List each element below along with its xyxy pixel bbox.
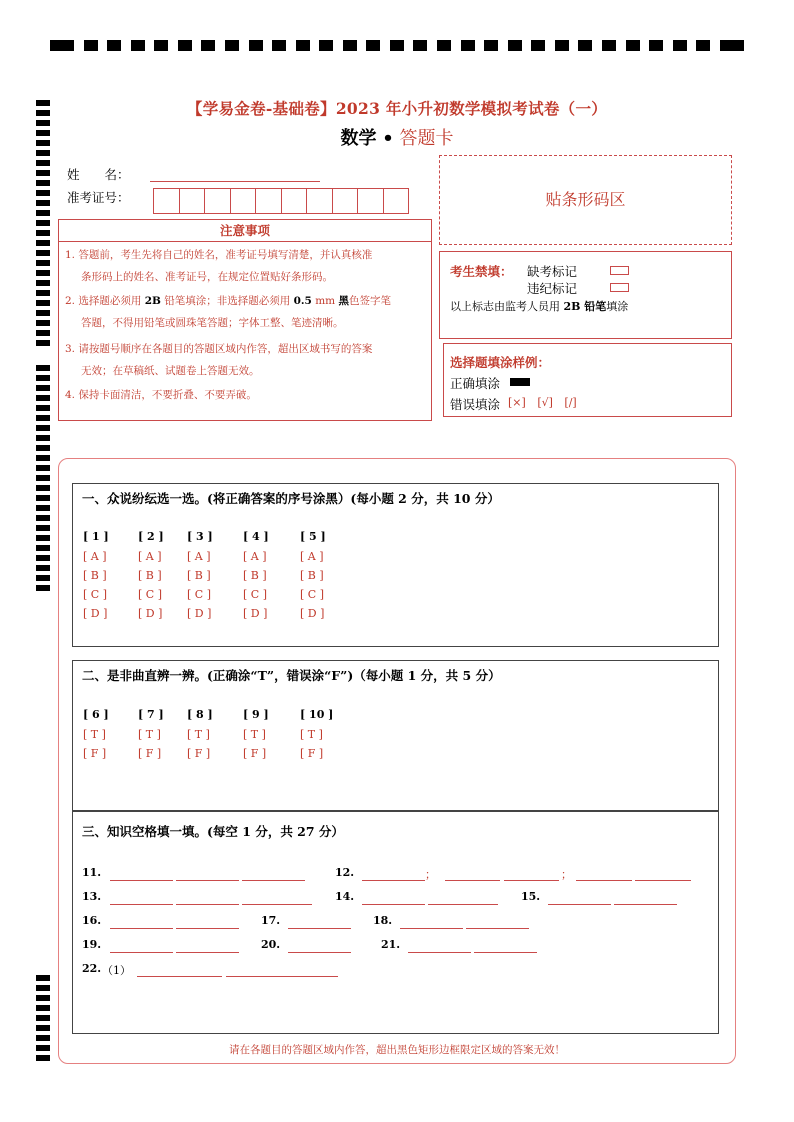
tf-bubble[interactable]: [ F ] (187, 747, 211, 760)
choice-bubble[interactable]: [ B ] (300, 569, 324, 582)
section-1-choices (83, 530, 383, 640)
id-digit-box[interactable] (384, 189, 409, 213)
note-item-2: 2. 选择题必须用 2B 铅笔填涂；非选择题必须用 0.5 mm 黑色签字笔 答题，不得用铅笔或圆珠笔答题；字体工整、笔迹清晰。 (65, 295, 391, 329)
q17-label: 17. (261, 914, 281, 927)
id-digit-box[interactable] (256, 189, 282, 213)
note-item-1: 1. 答题前，考生先将自己的姓名，准考证号填写清楚，并认真核准 条形码上的姓名、准考证号，在规定位置贴好条形码。 (65, 249, 373, 283)
answer-blank[interactable] (400, 916, 463, 929)
exam-id-boxes[interactable] (153, 188, 409, 214)
answer-blank[interactable] (226, 964, 338, 977)
choice-bubble[interactable]: [ A ] (138, 550, 162, 563)
subject-label: 数学 (340, 128, 377, 149)
answer-blank[interactable] (176, 868, 239, 881)
fill-sample-box (443, 343, 732, 417)
question-col-1: [ 1 ] [ A ] [ B ] [ C ] [ D ] (83, 530, 109, 620)
id-digit-box[interactable] (205, 189, 231, 213)
question-col-6: [ 6 ] [ T ] [ F ] (83, 708, 109, 760)
section-2-choices (83, 708, 383, 778)
wrong-fill-label: 错误填涂 (450, 397, 501, 412)
wrong-fill-marks: [×] [√] [/] (508, 396, 577, 409)
forbid-label: 考生禁填： (450, 264, 513, 279)
choice-bubble[interactable]: [ B ] (243, 569, 267, 582)
barcode-area: 贴条形码区 (439, 155, 732, 245)
absent-mark-box[interactable] (610, 266, 629, 275)
choice-bubble[interactable]: [ D ] (187, 607, 212, 620)
q22-label: 22. (82, 962, 102, 975)
choice-bubble[interactable]: [ C ] (187, 588, 211, 601)
absent-mark-label: 缺考标记 (527, 264, 578, 279)
choice-bubble[interactable]: [ D ] (83, 607, 108, 620)
sample-label: 选择题填涂样例： (450, 355, 551, 370)
answer-blank[interactable] (614, 892, 677, 905)
choice-bubble[interactable]: [ D ] (138, 607, 163, 620)
tf-bubble[interactable]: [ T ] (138, 728, 161, 741)
answer-blank[interactable] (176, 940, 239, 953)
correct-fill-mark (510, 378, 530, 386)
question-col-2: [ 2 ] [ A ] [ B ] [ C ] [ D ] (138, 530, 164, 620)
answer-blank[interactable] (110, 940, 173, 953)
section-1-heading: 一、众说纷纭选一选。(将正确答案的序号涂黑）(每小题 2 分，共 10 分） (82, 491, 500, 506)
exam-id-label: 准考证号： (67, 190, 130, 205)
tf-bubble[interactable]: [ F ] (138, 747, 162, 760)
notes-box (58, 219, 432, 421)
separator: ； (561, 868, 572, 881)
choice-bubble[interactable]: [ A ] (187, 550, 211, 563)
choice-bubble[interactable]: [ D ] (243, 607, 268, 620)
answer-blank[interactable] (110, 916, 173, 929)
answer-blank[interactable] (288, 916, 351, 929)
choice-bubble[interactable]: [ C ] (83, 588, 107, 601)
question-col-7: [ 7 ] [ T ] [ F ] (138, 708, 164, 760)
note-item-4: 4. 保持卡面清洁，不要折叠、不要弄破。 (65, 389, 257, 401)
answer-blank[interactable] (408, 940, 471, 953)
section-3-box (72, 810, 719, 1034)
section-1-box (72, 483, 719, 647)
tf-bubble[interactable]: [ T ] (83, 728, 106, 741)
subtitle-dot: • (382, 128, 394, 149)
separator: ； (425, 868, 436, 881)
choice-bubble[interactable]: [ B ] (138, 569, 162, 582)
answer-blank[interactable] (110, 892, 173, 905)
id-digit-box[interactable] (307, 189, 333, 213)
q15-label: 15. (521, 890, 541, 903)
answer-blank[interactable] (504, 868, 559, 881)
answer-blank[interactable] (176, 916, 239, 929)
id-digit-box[interactable] (154, 189, 180, 213)
forbid-note: 以上标志由监考人员用 2B 铅笔填涂 (450, 300, 629, 313)
section-2-heading: 二、是非曲直辨一辨。(正确涂“T”，错误涂“F”)（每小题 1 分，共 5 分） (82, 668, 501, 683)
tf-bubble[interactable]: [ T ] (300, 728, 323, 741)
timing-marks-top (50, 38, 744, 52)
id-digit-box[interactable] (231, 189, 257, 213)
choice-bubble[interactable]: [ C ] (138, 588, 162, 601)
tf-bubble[interactable]: [ F ] (83, 747, 107, 760)
choice-bubble[interactable]: [ B ] (187, 569, 211, 582)
correct-fill-label: 正确填涂 (450, 376, 501, 391)
name-field[interactable] (150, 181, 320, 182)
choice-bubble[interactable]: [ A ] (243, 550, 267, 563)
note-item-3: 3. 请按题号顺序在各题目的答题区域内作答，超出区域书写的答案 无效；在草稿纸、试题卷上答题无效。 (65, 343, 373, 377)
bottom-warning: 请在各题目的答题区域内作答，超出黑色矩形边框限定区域的答案无效！ (229, 1044, 565, 1056)
q16-label: 16. (82, 914, 102, 927)
id-digit-box[interactable] (180, 189, 206, 213)
answer-blank[interactable] (242, 868, 305, 881)
question-col-10: [ 10 ] [ T ] [ F ] (300, 708, 334, 760)
id-digit-box[interactable] (282, 189, 308, 213)
question-col-4: [ 4 ] [ A ] [ B ] [ C ] [ D ] (243, 530, 269, 620)
question-col-5: [ 5 ] [ A ] [ B ] [ C ] [ D ] (300, 530, 326, 620)
id-digit-box[interactable] (333, 189, 359, 213)
answer-blank[interactable] (137, 964, 222, 977)
answer-blank[interactable] (428, 892, 498, 905)
answer-blank[interactable] (466, 916, 529, 929)
answer-blank[interactable] (242, 892, 312, 905)
answer-blank[interactable] (362, 892, 425, 905)
choice-bubble[interactable]: [ C ] (243, 588, 267, 601)
notes-heading: 注意事项 (59, 220, 431, 242)
card-label: 答题卡 (399, 128, 454, 149)
question-col-8: [ 8 ] [ T ] [ F ] (187, 708, 213, 760)
timing-marks-left-2 (36, 365, 50, 595)
choice-bubble[interactable]: [ A ] (300, 550, 324, 563)
q21-label: 21. (381, 938, 401, 951)
q22-sub-label: （1） (102, 964, 131, 977)
examinee-forbidden-box (439, 251, 732, 339)
answer-blank[interactable] (445, 868, 500, 881)
q19-label: 19. (82, 938, 102, 951)
answer-blank[interactable] (576, 868, 632, 881)
q14-label: 14. (335, 890, 355, 903)
question-col-3: [ 3 ] [ A ] [ B ] [ C ] [ D ] (187, 530, 213, 620)
choice-bubble[interactable]: [ C ] (300, 588, 324, 601)
choice-bubble[interactable]: [ A ] (83, 550, 107, 563)
violation-mark-box[interactable] (610, 283, 629, 292)
q18-label: 18. (373, 914, 393, 927)
section-2-box (72, 660, 719, 812)
q20-label: 20. (261, 938, 281, 951)
q11-label: 11. (82, 866, 102, 879)
section-3-heading: 三、知识空格填一填。(每空 1 分，共 27 分） (82, 824, 344, 839)
tf-bubble[interactable]: [ F ] (300, 747, 324, 760)
question-col-9: [ 9 ] [ T ] [ F ] (243, 708, 269, 760)
tf-bubble[interactable]: [ T ] (187, 728, 210, 741)
answer-card-subtitle (0, 124, 794, 150)
tf-bubble[interactable]: [ T ] (243, 728, 266, 741)
answer-blank[interactable] (362, 868, 425, 881)
answer-blank[interactable] (110, 868, 173, 881)
violation-mark-label: 违纪标记 (527, 281, 578, 296)
choice-bubble[interactable]: [ D ] (300, 607, 325, 620)
choice-bubble[interactable]: [ B ] (83, 569, 107, 582)
q12-label: 12. (335, 866, 355, 879)
answer-blank[interactable] (474, 940, 537, 953)
answer-blank[interactable] (176, 892, 239, 905)
q13-label: 13. (82, 890, 102, 903)
id-digit-box[interactable] (358, 189, 384, 213)
answer-blank[interactable] (548, 892, 611, 905)
answer-blank[interactable] (288, 940, 351, 953)
tf-bubble[interactable]: [ F ] (243, 747, 267, 760)
name-label: 姓 名： (67, 167, 130, 182)
answer-blank[interactable] (635, 868, 691, 881)
exam-title: 【学易金卷-基础卷】2023 年小升初数学模拟考试卷（一） (186, 99, 608, 118)
